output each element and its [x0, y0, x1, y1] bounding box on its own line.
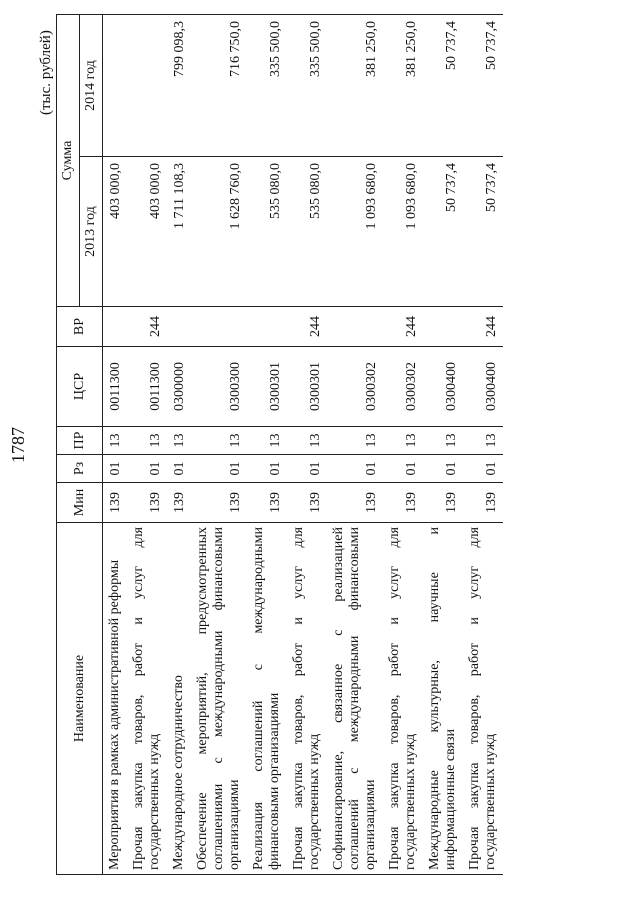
cell-rz: 01 [423, 455, 463, 483]
cell-sum-2013: 535 080,0 [287, 157, 327, 307]
cell-name: Прочая закупка товаров, работ и услуг для государственных нужд [383, 523, 423, 875]
cell-csr: 0300000 [167, 347, 191, 427]
table-row [423, 15, 463, 875]
cell-vr: 244 [127, 307, 167, 347]
table-row [383, 15, 423, 875]
table-row [463, 15, 503, 875]
cell-min: 139 [287, 483, 327, 523]
cell-sum-2013: 1 093 680,0 [327, 157, 383, 307]
cell-min: 139 [127, 483, 167, 523]
cell-pr: 13 [383, 427, 423, 455]
cell-rz: 01 [191, 455, 247, 483]
cell-sum-2013: 50 737,4 [463, 157, 503, 307]
cell-rz: 01 [247, 455, 287, 483]
table-row [287, 15, 327, 875]
cell-sum-2013: 50 737,4 [423, 157, 463, 307]
cell-min: 139 [103, 483, 128, 523]
cell-csr: 0011300 [103, 347, 128, 427]
cell-sum-2013: 1 093 680,0 [383, 157, 423, 307]
table-row [191, 15, 247, 875]
header-name: Наименование [57, 523, 103, 875]
units-note: (тыс. рублей) [38, 30, 54, 115]
cell-csr: 0300301 [247, 347, 287, 427]
cell-csr: 0300400 [423, 347, 463, 427]
cell-pr: 13 [191, 427, 247, 455]
cell-pr: 13 [127, 427, 167, 455]
cell-pr: 13 [247, 427, 287, 455]
cell-csr: 0300302 [327, 347, 383, 427]
header-vr: ВР [57, 307, 103, 347]
cell-pr: 13 [463, 427, 503, 455]
header-sum: Сумма [57, 15, 80, 307]
cell-min: 139 [383, 483, 423, 523]
cell-min: 139 [167, 483, 191, 523]
cell-name: Международные культурные, научные и информационные связи [423, 523, 463, 875]
cell-min: 139 [247, 483, 287, 523]
cell-rz: 01 [167, 455, 191, 483]
header-year-2013: 2013 год [80, 157, 103, 307]
page-number: 1787 [8, 427, 28, 463]
cell-sum-2014: 50 737,4 [463, 15, 503, 157]
cell-rz: 01 [103, 455, 128, 483]
header-pr: ПР [57, 427, 103, 455]
cell-sum-2014: 335 500,0 [247, 15, 287, 157]
cell-pr: 13 [287, 427, 327, 455]
cell-name: Мероприятия в рамках административной реформы [103, 523, 128, 875]
cell-sum-2013: 535 080,0 [247, 157, 287, 307]
cell-sum-2014: 381 250,0 [327, 15, 383, 157]
cell-csr: 0300302 [383, 347, 423, 427]
cell-sum-2014: 716 750,0 [191, 15, 247, 157]
cell-vr [191, 307, 247, 347]
cell-name: Прочая закупка товаров, работ и услуг для государственных нужд [463, 523, 503, 875]
cell-csr: 0300301 [287, 347, 327, 427]
cell-rz: 01 [127, 455, 167, 483]
cell-pr: 13 [167, 427, 191, 455]
cell-sum-2014: 335 500,0 [287, 15, 327, 157]
cell-vr [327, 307, 383, 347]
cell-min: 139 [327, 483, 383, 523]
cell-pr: 13 [327, 427, 383, 455]
cell-sum-2014: 50 737,4 [423, 15, 463, 157]
header-min: Мин [57, 483, 103, 523]
cell-name: Реализация соглашений с международными финансовыми организациями [247, 523, 287, 875]
cell-vr [103, 307, 128, 347]
cell-pr: 13 [103, 427, 128, 455]
table-body [103, 15, 504, 875]
cell-rz: 01 [287, 455, 327, 483]
cell-name: Прочая закупка товаров, работ и услуг для государственных нужд [127, 523, 167, 875]
cell-rz: 01 [383, 455, 423, 483]
cell-vr [167, 307, 191, 347]
cell-name: Международное сотрудничество [167, 523, 191, 875]
cell-name: Обеспечение мероприятий, предусмотренных соглашениями с международными финансовыми организациями [191, 523, 247, 875]
cell-vr [423, 307, 463, 347]
table-row [127, 15, 167, 875]
cell-name: Софинансирование, связанное с реализацией соглашений с международными финансовыми организациями [327, 523, 383, 875]
cell-rz: 01 [327, 455, 383, 483]
budget-table [56, 14, 503, 875]
cell-csr: 0011300 [127, 347, 167, 427]
cell-rz: 01 [463, 455, 503, 483]
cell-min: 139 [191, 483, 247, 523]
cell-vr [247, 307, 287, 347]
cell-min: 139 [463, 483, 503, 523]
table-row [103, 15, 128, 875]
cell-sum-2013: 403 000,0 [103, 157, 128, 307]
cell-sum-2014: 381 250,0 [383, 15, 423, 157]
cell-vr: 244 [463, 307, 503, 347]
header-csr: ЦСР [57, 347, 103, 427]
cell-sum-2013: 1 711 108,3 [167, 157, 191, 307]
header-rz: Рз [57, 455, 103, 483]
cell-min: 139 [423, 483, 463, 523]
header-year-2014: 2014 год [80, 15, 103, 157]
cell-vr: 244 [383, 307, 423, 347]
cell-csr: 0300300 [191, 347, 247, 427]
cell-sum-2014 [127, 15, 167, 157]
cell-sum-2013: 403 000,0 [127, 157, 167, 307]
cell-vr: 244 [287, 307, 327, 347]
cell-sum-2013: 1 628 760,0 [191, 157, 247, 307]
cell-pr: 13 [423, 427, 463, 455]
cell-csr: 0300400 [463, 347, 503, 427]
table-row [247, 15, 287, 875]
cell-name: Прочая закупка товаров, работ и услуг для государственных нужд [287, 523, 327, 875]
cell-sum-2014 [103, 15, 128, 157]
table-row [167, 15, 191, 875]
cell-sum-2014: 799 098,3 [167, 15, 191, 157]
table-row [327, 15, 383, 875]
